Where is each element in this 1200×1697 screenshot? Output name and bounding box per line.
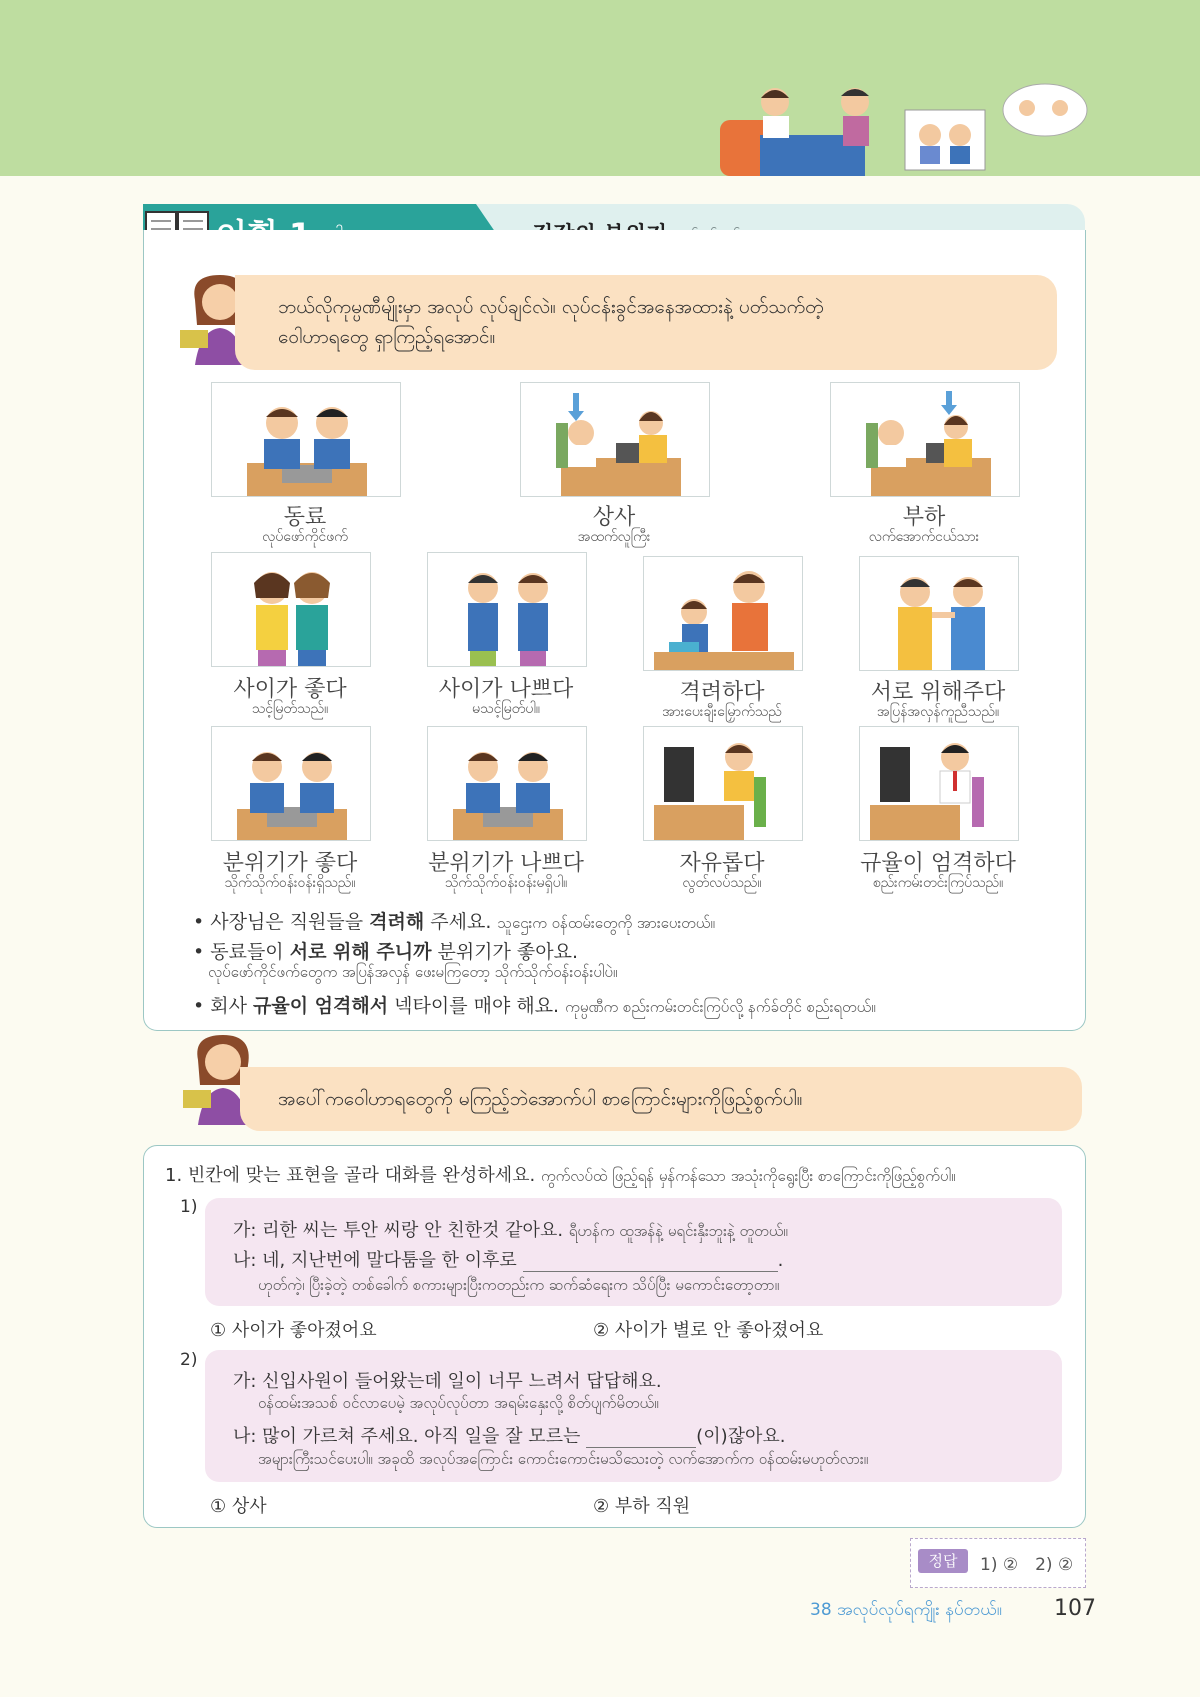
vocab-word: 부하 xyxy=(902,505,946,530)
option-1[interactable]: ① 사이가 좋아졌어요 xyxy=(210,1320,377,1341)
vocab-word: 분위기가 좋다 xyxy=(222,851,358,876)
example-sentence-3: • 회사 규율이 엄격해서 넥타이를 매야 해요. ကုမ္ပဏီက စည်းကမ်းတင်းကြပ်လို့ နက်ခ်တိုင် စည်းရတယ်။ xyxy=(193,995,876,1017)
example-sentence-2: • 동료들이 서로 위해 주니까 분위기가 좋아요. xyxy=(193,941,579,963)
vocab-image-strict-rules xyxy=(859,726,1019,841)
exercise-title: 1. 빈칸에 맞는 표현을 골라 대화를 완성하세요. ကွက်လပ်ထဲ ဖြည့်ရန် မှန်ကန်သော အသုံးကိုရွေးပြီး စာကြောင်းကိုဖြည့်စွက်ပါ။ xyxy=(165,1165,956,1186)
vocab-meaning: သင့်မြတ်သည်။ xyxy=(251,701,329,717)
vocab-meaning: လက်အောက်ငယ်သား xyxy=(868,529,980,545)
answer-text: 1) ② 2) ② xyxy=(980,1555,1074,1575)
vocab-word: 동료 xyxy=(283,505,327,530)
dialog-translation: အများကြီးသင်ပေးပါ။ အခုထိ အလုပ်အကြောင်း ကောင်းကောင်းမသိသေးတဲ့ လက်အောက်က ဝန်ထမ်းမဟုတ်လား။ xyxy=(258,1450,869,1468)
vocab-word: 상사 xyxy=(592,505,636,530)
answer-label: 정답 xyxy=(918,1549,968,1573)
vocab-meaning: အပြန်အလှန်ကူညီသည်။ xyxy=(876,704,1000,720)
instruction-text: အပေါ်ကဝေါဟာရတွေကို မကြည့်ဘဲအောက်ပါ စာကြောင်းများကိုဖြည့်စွက်ပါ။ xyxy=(278,1088,803,1110)
question-number: 1) xyxy=(180,1197,198,1217)
dialog-line: 가: 신입사원이 들어왔는데 일이 너무 느려서 답답해요. xyxy=(233,1371,662,1392)
vocab-word: 서로 위해주다 xyxy=(870,680,1006,705)
dialog-translation: ဝန်ထမ်းအသစ် ဝင်လာပေမဲ့ အလုပ်လုပ်တာ အရမ်းနှေးလို့ စိတ်ပျက်မိတယ်။ xyxy=(258,1394,659,1412)
option-2[interactable]: ② 사이가 별로 안 좋아졌어요 xyxy=(593,1320,824,1341)
vocab-meaning: လွတ်လပ်သည်။ xyxy=(682,875,762,891)
answer-blank[interactable] xyxy=(523,1250,778,1272)
vocab-meaning: စည်းကမ်းတင်းကြပ်သည်။ xyxy=(872,875,1004,891)
vocab-image-good-atmosphere xyxy=(211,726,371,841)
vocab-image-encourage xyxy=(643,556,803,671)
vocab-image-colleague xyxy=(211,382,401,497)
footer-chapter: 38 အလုပ်လုပ်ရကျိုး နပ်တယ်။ xyxy=(810,1600,1002,1620)
vocab-meaning: သိုက်သိုက်ဝန်းဝန်းရှိသည်။ xyxy=(224,875,356,891)
vocab-image-help-each-other xyxy=(859,556,1019,671)
option-2[interactable]: ② 부하 직원 xyxy=(593,1496,691,1517)
intro-line-1: ဘယ်လိုကုမ္ပဏီမျိုးမှာ အလုပ် လုပ်ချင်လဲ။ လုပ်ငန်းခွင်အနေအထားနဲ့ ပတ်သက်တဲ့ xyxy=(278,296,824,318)
vocab-word: 사이가 나쁘다 xyxy=(438,677,574,702)
dialog-translation: ဟုတ်ကဲ့၊ ပြီးခဲ့တဲ့ တစ်ခေါက် စကားများပြီးကတည်းက ဆက်ဆံရေးက သိပ်ပြီး မကောင်းတော့တာ။ xyxy=(258,1276,780,1294)
vocab-image-free xyxy=(643,726,803,841)
vocab-word: 격려하다 xyxy=(679,680,765,705)
vocab-image-get-along xyxy=(211,552,371,667)
vocab-image-bad-atmosphere xyxy=(427,726,587,841)
example-sentence-2-translation: လုပ်ဖော်ကိုင်ဖက်တွေက အပြန်အလှန် ဖေးမကြတော့ သိုက်သိုက်ဝန်းဝန်းပါပဲ။ xyxy=(208,963,618,981)
dialog-line: 나: 많이 가르쳐 주세요. 아직 일을 잘 모르는 (이)잖아요. xyxy=(233,1426,786,1447)
vocab-image-subordinate xyxy=(830,382,1020,497)
answer-blank[interactable] xyxy=(586,1426,696,1448)
vocab-meaning: လုပ်ဖော်ကိုင်ဖက် xyxy=(262,529,348,545)
vocab-meaning: မသင့်မြတ်ပါ။ xyxy=(472,701,540,717)
vocab-word: 자유롭다 xyxy=(679,851,765,876)
dialog-line: 나: 네, 지난번에 말다툼을 한 이후로 . xyxy=(233,1250,784,1271)
vocab-meaning: အားပေးချီးမြှောက်သည် xyxy=(662,704,782,720)
vocab-meaning: အထက်လူကြီး xyxy=(577,529,651,545)
vocab-meaning: သိုက်သိုက်ဝန်းဝန်းမရှိပါ။ xyxy=(444,875,568,891)
intro-line-2: ဝေါဟာရတွေ ရှာကြည့်ရအောင်။ xyxy=(278,326,496,348)
example-sentence-1: • 사장님은 직원들을 격려해 주세요. သူဌေးက ဝန်ထမ်းတွေကို အားပေးတယ်။ xyxy=(193,911,715,933)
question-number: 2) xyxy=(180,1350,198,1370)
page-number: 107 xyxy=(1054,1596,1096,1621)
vocab-image-boss xyxy=(520,382,710,497)
vocab-word: 분위기가 나쁘다 xyxy=(428,851,584,876)
vocab-word: 사이가 좋다 xyxy=(233,677,347,702)
option-1[interactable]: ① 상사 xyxy=(210,1496,267,1517)
vocab-image-not-get-along xyxy=(427,552,587,667)
office-scene-illustration xyxy=(715,80,1090,176)
dialog-line: 가: 리한 씨는 투안 씨랑 안 친한것 같아요. ရီဟန်က ထူအန်နဲ့ မရင်းနှီးဘူးနဲ့ တူတယ်။ xyxy=(233,1220,788,1241)
vocab-word: 규율이 엄격하다 xyxy=(860,851,1016,876)
